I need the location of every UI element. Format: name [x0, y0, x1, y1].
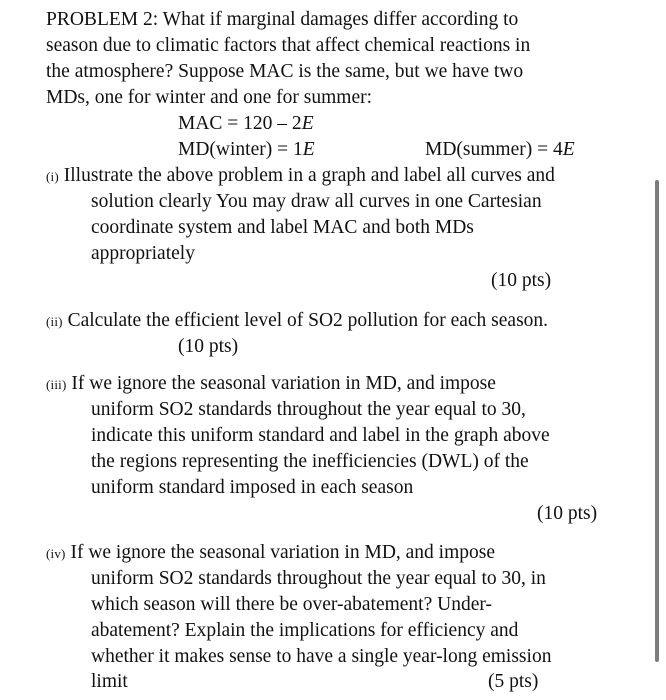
intro-line-2: season due to climatic factors that affect chemical reactions in — [46, 35, 531, 56]
part-iii-line-2: uniform SO2 standards throughout the year equal to 30, — [91, 399, 526, 420]
part-iii-line-1: (iii) If we ignore the seasonal variation in MD, and impose — [46, 373, 496, 394]
part-iv-points: (5 pts) — [488, 671, 539, 692]
mac-equation: MAC = 120 – 2E — [178, 113, 314, 134]
part-i-line-1: (i) Illustrate the above problem in a graph and label all curves and — [46, 165, 555, 186]
part-iv-marker: (iv) — [46, 546, 66, 561]
part-iv-line-3: which season will there be over-abatement? Under- — [91, 594, 492, 615]
part-iii-marker: (iii) — [46, 377, 67, 392]
md-winter-equation: MD(winter) = 1E — [178, 139, 315, 160]
intro-line-3: the atmosphere? Suppose MAC is the same, but we have two — [46, 61, 524, 82]
part-iii-points: (10 pts) — [537, 503, 598, 524]
part-iv-line-6: limit — [91, 671, 128, 692]
part-iv-line-2: uniform SO2 standards throughout the year equal to 30, in — [91, 568, 546, 589]
intro-line-4: MDs, one for winter and one for summer: — [46, 87, 373, 108]
vertical-scrollbar[interactable] — [655, 180, 659, 662]
part-iv-line-5: whether it makes sense to have a single year-long emission — [91, 646, 552, 667]
part-iv-line-4: abatement? Explain the implications for efficiency and — [91, 620, 519, 641]
part-i-points: (10 pts) — [491, 270, 552, 291]
part-ii-points: (10 pts) — [178, 336, 239, 357]
intro-line-1 — [46, 8, 518, 32]
part-ii-marker: (ii) — [46, 314, 63, 329]
part-iv-line-1: (iv) If we ignore the seasonal variation in MD, and impose — [46, 542, 496, 563]
part-ii-line-1: (ii) Calculate the efficient level of SO2 pollution for each season. — [46, 310, 549, 331]
intro-text: What if marginal damages differ according to — [158, 9, 519, 30]
part-i-line-2: solution clearly You may draw all curves in one Cartesian — [91, 191, 542, 212]
md-summer-equation: MD(summer) = 4E — [425, 139, 575, 160]
part-iii-line-4: the regions representing the inefficiencies (DWL) of the — [91, 451, 529, 472]
part-i-line-3: coordinate system and label MAC and both MDs — [91, 217, 474, 238]
part-i-line-4: appropriately — [91, 243, 195, 264]
part-i-marker: (i) — [46, 169, 59, 184]
problem-heading: PROBLEM 2: — [46, 9, 159, 30]
part-iii-line-5: uniform standard imposed in each season — [91, 477, 414, 498]
part-iii-line-3: indicate this uniform standard and label in the graph above — [91, 425, 550, 446]
